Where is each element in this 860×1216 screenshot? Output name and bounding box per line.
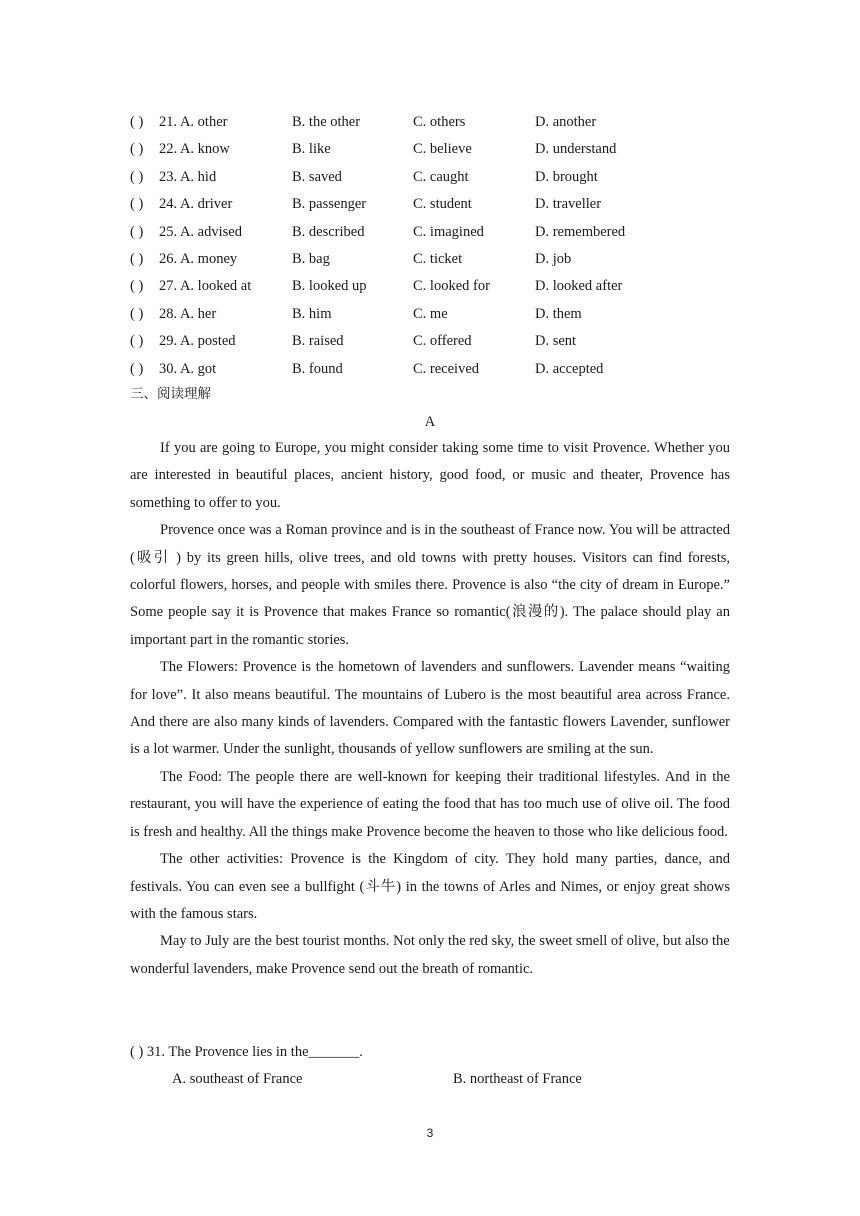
option-a: 29. A. posted <box>159 333 236 350</box>
reading-passage <box>130 435 730 983</box>
option-a: 30. A. got <box>159 360 217 377</box>
option-a: 23. A. hid <box>159 168 217 185</box>
question-row <box>130 328 750 355</box>
section-heading: 三、阅读理解 <box>130 386 211 402</box>
question-row <box>130 109 750 136</box>
passage-paragraph: If you are going to Europe, you might consider taking some time to visit Provence. Whether you are interested in beautiful places, ancient history, good food, or music and theater, Provence has something to offer to you. <box>130 440 730 511</box>
option-d: D. job <box>535 250 572 267</box>
option-a: 28. A. her <box>159 305 217 322</box>
option-c: C. received <box>413 360 480 377</box>
question-31-stem: ( ) 31. The Provence lies in the_______. <box>130 1044 363 1060</box>
cloze-options-table <box>130 109 750 383</box>
option-c: C. me <box>413 305 448 322</box>
answer-blank: ( ) <box>130 114 144 130</box>
option-b: B. described <box>292 223 365 240</box>
passage-title: A <box>424 414 436 430</box>
option-a: A. southeast of France <box>172 1071 303 1087</box>
option-c: C. imagined <box>413 223 484 240</box>
passage-paragraph: The Flowers: Provence is the hometown of lavenders and sunflowers. Lavender means “waiting for love”. It also means beautiful. The mountains of Lubero is the most beautiful area across France. And there are also many kinds of lavenders. Compared with the fantastic flowers Lavender, sunflower is a lot warmer. Under the sunlight, thousands of yellow sunflowers are smiling at the sun. <box>130 659 730 758</box>
answer-blank: ( ) <box>130 278 144 295</box>
option-a: 27. A. looked at <box>159 278 252 295</box>
answer-blank: ( ) <box>130 196 144 213</box>
option-b: B. saved <box>292 168 342 185</box>
option-b: B. the other <box>292 114 361 130</box>
option-c: C. student <box>413 196 472 213</box>
option-d: D. them <box>535 305 582 322</box>
question-row <box>130 301 750 328</box>
option-b: B. northeast of France <box>453 1071 582 1087</box>
answer-blank: ( ) <box>130 360 144 377</box>
option-d: D. traveller <box>535 196 602 213</box>
option-d: D. brought <box>535 168 598 185</box>
option-b: B. found <box>292 360 343 377</box>
question-row <box>130 219 750 246</box>
answer-blank: ( ) <box>130 168 144 185</box>
page-number: 3 <box>426 1126 434 1140</box>
answer-blank: ( ) <box>130 141 144 158</box>
passage-paragraph: The other activities: Provence is the Kingdom of city. They hold many parties, dance, and festivals. You can even see a bullfight (斗牛) in the towns of Arles and Nimes, or enjoy great shows with the famous stars. <box>130 851 730 922</box>
option-c: C. caught <box>413 168 469 185</box>
option-b: B. raised <box>292 333 344 350</box>
option-a: 21. A. other <box>159 114 228 130</box>
question-row <box>130 273 750 300</box>
option-a: 25. A. advised <box>159 223 242 240</box>
option-b: B. looked up <box>292 278 367 295</box>
option-d: D. looked after <box>535 278 623 295</box>
question-row <box>130 246 750 273</box>
option-c: C. looked for <box>413 278 490 295</box>
option-a: 26. A. money <box>159 250 238 267</box>
question-row <box>130 136 750 163</box>
answer-blank: ( ) <box>130 333 144 350</box>
option-d: D. another <box>535 114 597 130</box>
option-d: D. sent <box>535 333 577 350</box>
passage-paragraph: May to July are the best tourist months. Not only the red sky, the sweet smell of olive, but also the wonderful lavenders, make Provence send out the breath of romantic. <box>130 933 730 977</box>
option-c: C. believe <box>413 141 472 158</box>
option-b: B. like <box>292 141 331 158</box>
option-b: B. him <box>292 305 332 322</box>
question-row <box>130 191 750 218</box>
option-c: C. offered <box>413 333 472 350</box>
option-b: B. passenger <box>292 196 367 213</box>
answer-blank: ( ) <box>130 250 144 267</box>
question-row <box>130 356 750 383</box>
option-d: D. understand <box>535 141 617 158</box>
option-d: D. remembered <box>535 223 626 240</box>
option-a: 24. A. driver <box>159 196 233 213</box>
passage-paragraph: Provence once was a Roman province and is in the southeast of France now. You will be attracted (吸引 ) by its green hills, olive trees, and old towns with pretty houses. Visitors can find forests, colorful flowers, horses, and people with smiles there. Provence is also “the city of dream in Europe.” Some people say it is Provence that makes France so romantic(浪漫的). The palace should play an important part in the romantic stories. <box>130 522 730 648</box>
question-row <box>130 164 750 191</box>
option-c: C. others <box>413 114 466 130</box>
passage-paragraph: The Food: The people there are well-known for keeping their traditional lifestyles. And in the restaurant, you will have the experience of eating the food that has too much use of olive oil. The food is fresh and healthy. All the things make Provence become the heaven to those who like delicious food. <box>130 768 730 840</box>
answer-blank: ( ) <box>130 223 144 240</box>
option-b: B. bag <box>292 250 330 267</box>
option-c: C. ticket <box>413 250 463 267</box>
option-d: D. accepted <box>535 360 604 377</box>
option-a: 22. A. know <box>159 141 230 158</box>
answer-blank: ( ) <box>130 305 144 322</box>
